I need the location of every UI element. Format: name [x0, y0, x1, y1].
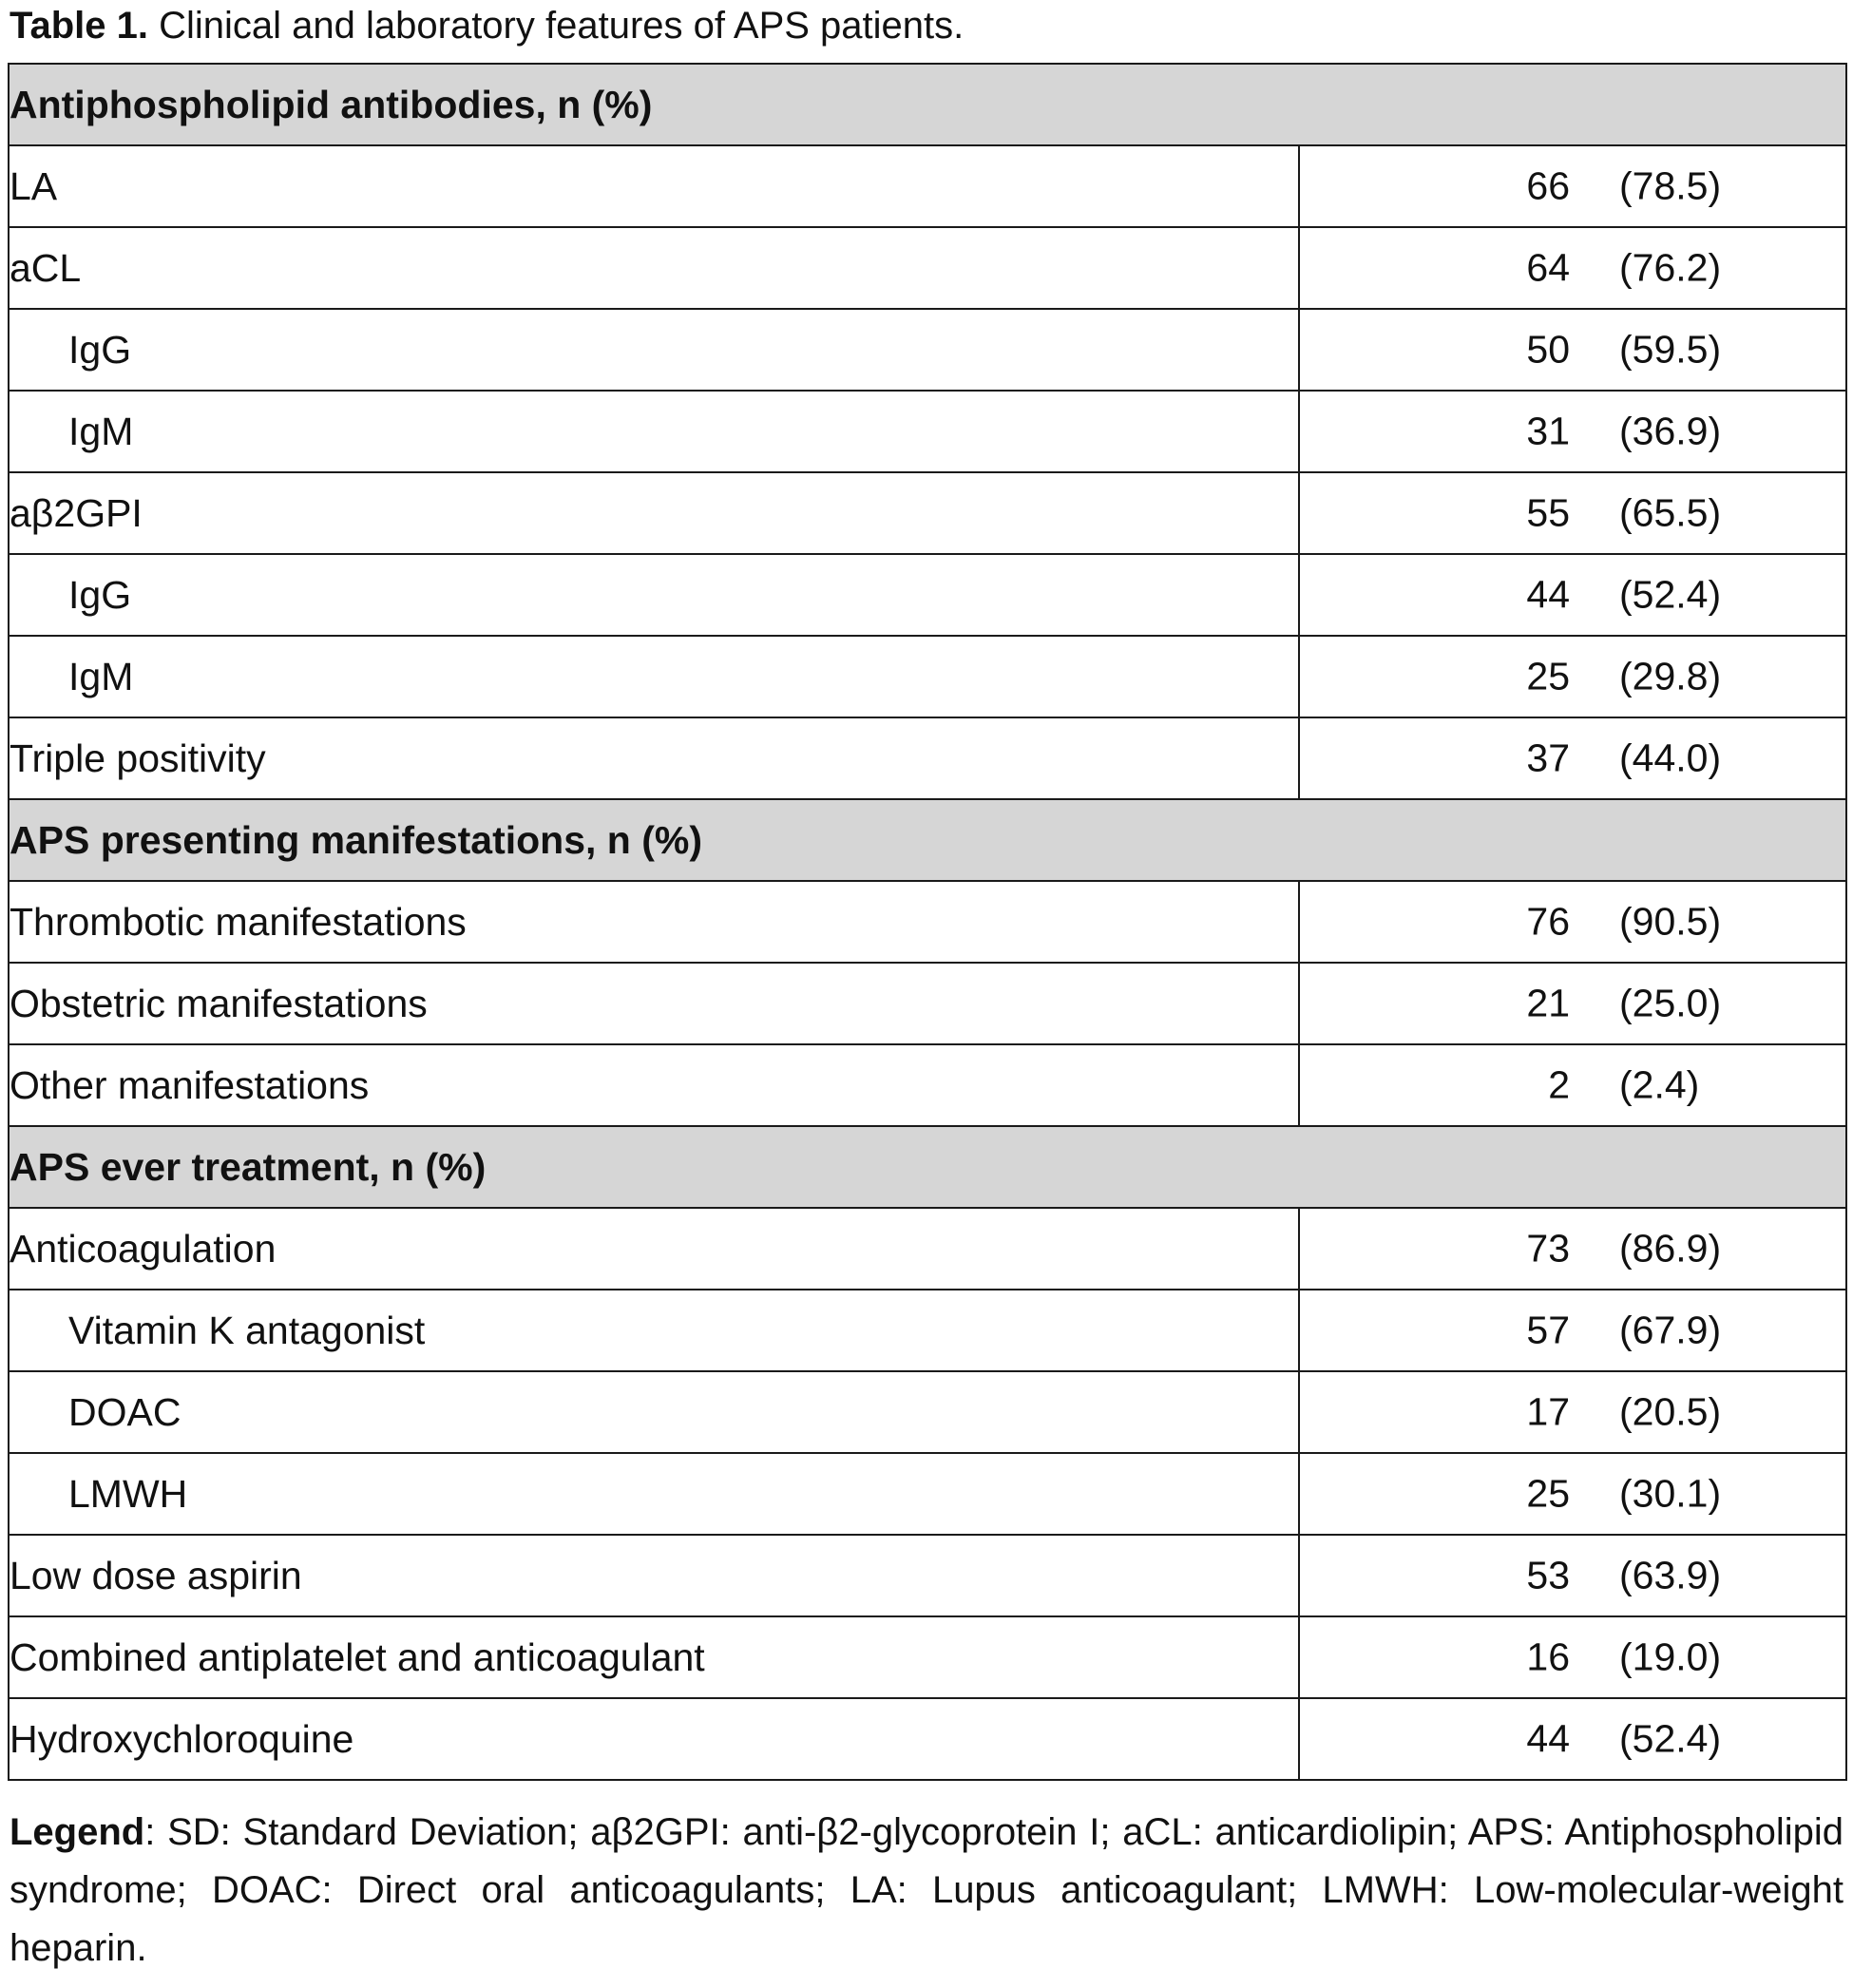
legend-text: : SD: Standard Deviation; aβ2GPI: anti-β2-glycoprotein I; aCL: anticardiolipin; APS: Antiphospholipid syndrome; DOAC: Direct oral anticoagulants; LA: Lupus anticoagulant; LMWH: Low-molecular-weight heparin.	[10, 1811, 1843, 1969]
row-value-cell	[1299, 1535, 1846, 1616]
count-value: 21	[1526, 981, 1571, 1025]
percent-value: (19.0)	[1619, 1634, 1722, 1679]
row-label: aβ2GPI	[9, 472, 1299, 554]
table-row	[9, 1290, 1846, 1371]
features-table	[8, 63, 1847, 1781]
row-label: Obstetric manifestations	[9, 963, 1299, 1044]
table-row	[9, 1371, 1846, 1453]
percent-value: (90.5)	[1619, 899, 1722, 944]
row-label: DOAC	[9, 1371, 1299, 1453]
row-value-cell	[1299, 717, 1846, 799]
legend	[10, 1804, 1843, 1978]
section-header-row	[9, 799, 1846, 881]
section-header-row	[9, 64, 1846, 145]
percent-value: (63.9)	[1619, 1553, 1722, 1597]
row-label: Hydroxychloroquine	[9, 1698, 1299, 1780]
row-label: IgG	[9, 554, 1299, 636]
row-value-cell	[1299, 472, 1846, 554]
row-value-cell	[1299, 391, 1846, 472]
table-row	[9, 963, 1846, 1044]
percent-value: (30.1)	[1619, 1471, 1722, 1516]
table-row	[9, 717, 1846, 799]
row-label: IgM	[9, 391, 1299, 472]
table-row	[9, 391, 1846, 472]
table-row	[9, 472, 1846, 554]
row-label: IgG	[9, 309, 1299, 391]
count-value: 2	[1548, 1062, 1571, 1107]
row-label: Triple positivity	[9, 717, 1299, 799]
count-value: 76	[1526, 899, 1571, 944]
count-value: 44	[1526, 1716, 1571, 1761]
count-value: 55	[1526, 490, 1571, 535]
count-value: 66	[1526, 163, 1571, 208]
count-value: 64	[1526, 245, 1571, 290]
count-value: 57	[1526, 1308, 1571, 1352]
row-value-cell	[1299, 636, 1846, 717]
legend-label: Legend	[10, 1811, 145, 1853]
percent-value: (25.0)	[1619, 981, 1722, 1025]
count-value: 16	[1526, 1634, 1571, 1679]
row-value-cell	[1299, 1044, 1846, 1126]
row-value-cell	[1299, 963, 1846, 1044]
percent-value: (44.0)	[1619, 736, 1722, 780]
row-label: LMWH	[9, 1453, 1299, 1535]
table-row	[9, 227, 1846, 309]
row-value-cell	[1299, 227, 1846, 309]
table-row	[9, 1535, 1846, 1616]
percent-value: (67.9)	[1619, 1308, 1722, 1352]
table-row	[9, 1208, 1846, 1290]
row-value-cell	[1299, 1208, 1846, 1290]
count-value: 25	[1526, 654, 1571, 698]
row-value-cell	[1299, 1698, 1846, 1780]
row-label: Anticoagulation	[9, 1208, 1299, 1290]
table-row	[9, 309, 1846, 391]
section-header: APS ever treatment, n (%)	[9, 1126, 1846, 1208]
section-header-row	[9, 1126, 1846, 1208]
percent-value: (20.5)	[1619, 1389, 1722, 1434]
row-value-cell	[1299, 1371, 1846, 1453]
caption-label: Table 1.	[10, 5, 148, 47]
row-value-cell	[1299, 881, 1846, 963]
percent-value: (65.5)	[1619, 490, 1722, 535]
table-row	[9, 1453, 1846, 1535]
count-value: 73	[1526, 1226, 1571, 1271]
table-row	[9, 1698, 1846, 1780]
percent-value: (2.4)	[1619, 1062, 1700, 1107]
percent-value: (52.4)	[1619, 1716, 1722, 1761]
row-label: IgM	[9, 636, 1299, 717]
table-body	[9, 64, 1846, 1780]
row-label: aCL	[9, 227, 1299, 309]
percent-value: (52.4)	[1619, 572, 1722, 617]
section-header: Antiphospholipid antibodies, n (%)	[9, 64, 1846, 145]
row-value-cell	[1299, 309, 1846, 391]
row-label: Vitamin K antagonist	[9, 1290, 1299, 1371]
caption-text: Clinical and laboratory features of APS patients.	[159, 5, 965, 47]
row-value-cell	[1299, 1453, 1846, 1535]
percent-value: (36.9)	[1619, 409, 1722, 453]
count-value: 53	[1526, 1553, 1571, 1597]
percent-value: (86.9)	[1619, 1226, 1722, 1271]
table-row	[9, 1044, 1846, 1126]
row-label: Thrombotic manifestations	[9, 881, 1299, 963]
count-value: 31	[1526, 409, 1571, 453]
table-caption	[10, 2, 964, 49]
row-label: LA	[9, 145, 1299, 227]
section-header: APS presenting manifestations, n (%)	[9, 799, 1846, 881]
percent-value: (29.8)	[1619, 654, 1722, 698]
row-label: Low dose aspirin	[9, 1535, 1299, 1616]
percent-value: (76.2)	[1619, 245, 1722, 290]
table-row	[9, 881, 1846, 963]
row-label: Combined antiplatelet and anticoagulant	[9, 1616, 1299, 1698]
table-row	[9, 1616, 1846, 1698]
row-value-cell	[1299, 554, 1846, 636]
table-row	[9, 636, 1846, 717]
count-value: 37	[1526, 736, 1571, 780]
count-value: 25	[1526, 1471, 1571, 1516]
row-value-cell	[1299, 1616, 1846, 1698]
count-value: 50	[1526, 327, 1571, 372]
table-row	[9, 554, 1846, 636]
row-value-cell	[1299, 145, 1846, 227]
table-row	[9, 145, 1846, 227]
row-label: Other manifestations	[9, 1044, 1299, 1126]
count-value: 17	[1526, 1389, 1571, 1434]
row-value-cell	[1299, 1290, 1846, 1371]
count-value: 44	[1526, 572, 1571, 617]
percent-value: (59.5)	[1619, 327, 1722, 372]
percent-value: (78.5)	[1619, 163, 1722, 208]
